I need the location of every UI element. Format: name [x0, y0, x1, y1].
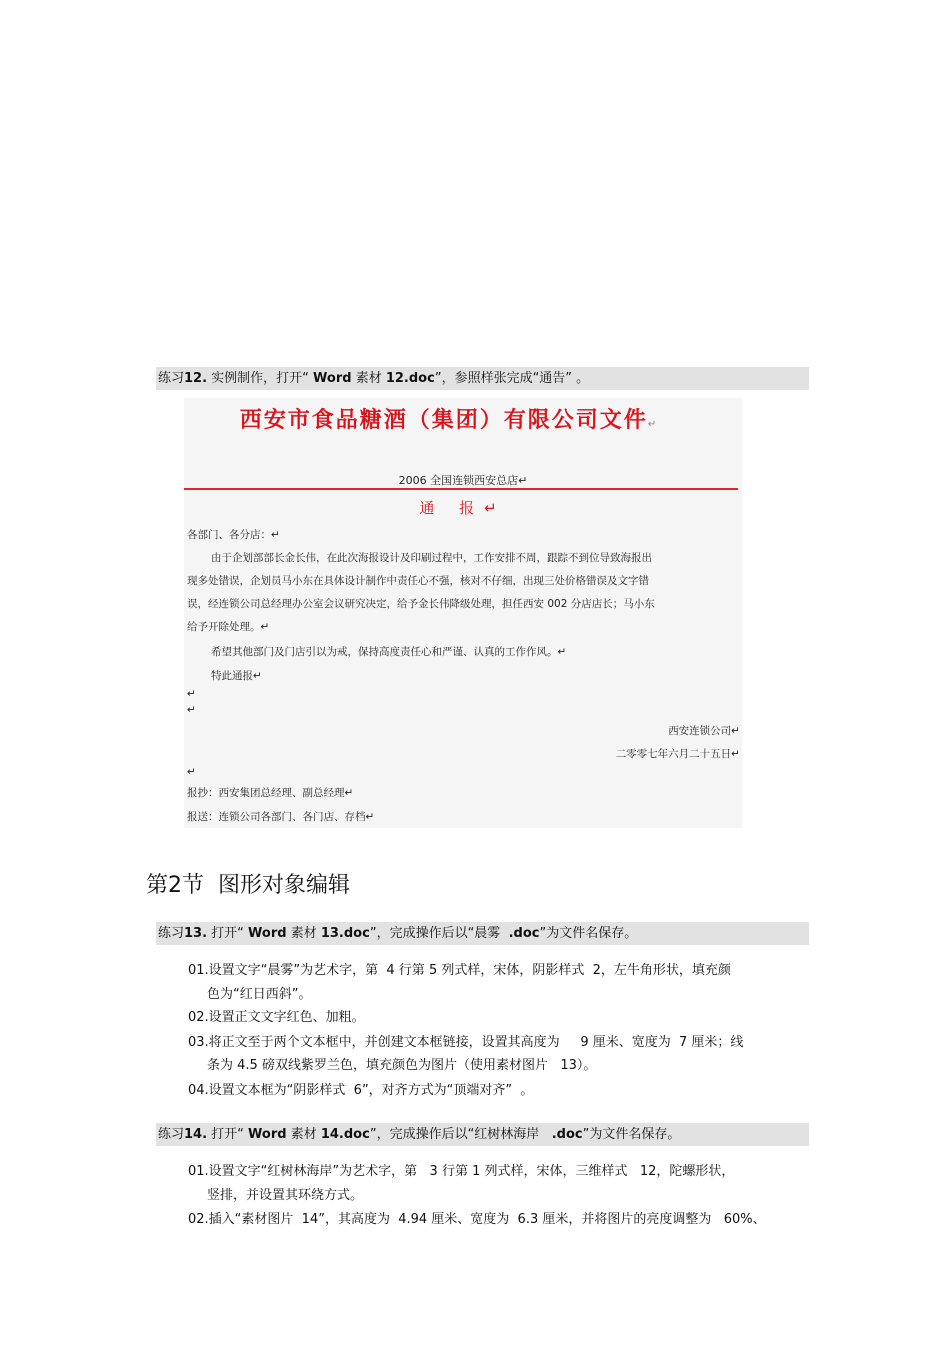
blank-paragraph-mark: ↵	[187, 766, 196, 778]
exercise-ext: .doc	[551, 1127, 583, 1142]
exercise-text: ”，完成操作后以“红树林海岸	[369, 1127, 552, 1142]
red-divider-line	[184, 488, 738, 490]
step-line: 03.将正文至于两个文本框中，并创建文本框链接，设置其高度为 9 厘米、宽度为 7 厘米；线	[188, 1035, 744, 1050]
paragraph-mark: ↵	[647, 419, 659, 430]
exercise-file: 14.doc	[320, 1127, 370, 1142]
exercise-number: 13.	[184, 926, 208, 941]
exercise-number: 12.	[184, 371, 208, 386]
exercise-text: 素材	[351, 371, 386, 386]
notice-cc-line: 报抄：西安集团总经理、副总经理↵	[187, 787, 354, 799]
notice-body-line: 误，经连锁公司总经理办公室会议研究决定，给予金长伟降级处理，担任西安 002 分店店长；马小东	[187, 598, 655, 610]
notice-body-line: 现多处错误，企划员马小东在具体设计制作中责任心不强，核对不仔细，出现三处价格错误及文字错	[187, 575, 649, 587]
exercise-text: 素材	[286, 926, 321, 941]
notice-sign-date: 二零零七年六月二十五日↵	[615, 748, 740, 760]
notice-body-line: 给予开除处理。↵	[187, 621, 270, 633]
exercise-prefix: 练习	[158, 926, 185, 941]
exercise-text: 打开“	[207, 1127, 249, 1142]
step-line: 02.设置正文文字红色、加粗。	[188, 1010, 365, 1025]
exercise-prefix: 练习	[158, 371, 185, 386]
exercise-word: Word	[313, 371, 352, 386]
exercise-text: 实例制作，打开“	[207, 371, 314, 386]
exercise-13-heading	[156, 922, 809, 945]
notice-heading: 通 报↵	[419, 499, 507, 517]
notice-title-text: 西安市食品糖酒（集团）有限公司文件	[239, 408, 648, 433]
step-line: 01.设置文字“红树林海岸”为艺术字，第 3 行第 1 列式样，宋体，三维样式 12，陀螺形状，	[188, 1164, 735, 1179]
exercise-12-heading	[156, 367, 809, 390]
step-line: 04.设置文本框为“阴影样式 6”，对齐方式为“顶端对齐” 。	[188, 1083, 534, 1098]
step-line: 竖排，并设置其环绕方式。	[207, 1188, 364, 1203]
exercise-number: 14.	[184, 1127, 208, 1142]
section-title: 第2节 图形对象编辑	[146, 873, 350, 898]
exercise-word: Word	[248, 1127, 287, 1142]
notice-hope-line: 希望其他部门及门店引以为戒，保持高度责任心和严谨、认真的工作作风。↵	[211, 646, 567, 658]
exercise-text: ”，参照样张完成“通告” 。	[434, 371, 590, 386]
exercise-file: 13.doc	[320, 926, 370, 941]
step-line: 色为“红日西斜”。	[207, 987, 312, 1002]
blank-paragraph-mark: ↵	[187, 688, 196, 700]
exercise-ext: .doc	[508, 926, 540, 941]
notice-sign-company: 西安连锁公司↵	[668, 725, 740, 737]
exercise-text: 素材	[286, 1127, 321, 1142]
notice-body-line: 由于企划部部长金长伟，在此次海报设计及印刷过程中，工作安排不周，跟踪不到位导致海报出	[211, 552, 652, 564]
exercise-text: ”，完成操作后以“晨雾	[369, 926, 509, 941]
notice-special-line: 特此通报↵	[211, 670, 262, 682]
exercise-text: 打开“	[207, 926, 249, 941]
exercise-file: 12.doc	[385, 371, 435, 386]
step-line: 02.插入“素材图片 14”，其高度为 4.94 厘米、宽度为 6.3 厘米，并将图片的亮度调整为 60%、	[188, 1212, 766, 1227]
notice-sample-image	[184, 398, 742, 828]
notice-salutation: 各部门、各分店：↵	[187, 529, 280, 541]
exercise-word: Word	[248, 926, 287, 941]
step-line: 条为 4.5 磅双线紫罗兰色，填充颜色为图片（使用素材图片 13）。	[207, 1058, 597, 1073]
exercise-14-heading	[156, 1123, 809, 1146]
notice-title	[184, 403, 714, 434]
exercise-text: ”为文件名保存。	[582, 1127, 681, 1142]
notice-subtitle: 2006 全国连锁西安总店↵	[398, 474, 528, 487]
exercise-text: ”为文件名保存。	[539, 926, 638, 941]
blank-paragraph-mark: ↵	[187, 704, 196, 716]
step-line: 01.设置文字“晨雾”为艺术字，第 4 行第 5 列式样，宋体，阴影样式 2，左牛角形状，填充颜	[188, 963, 731, 978]
exercise-prefix: 练习	[158, 1127, 185, 1142]
notice-send-line: 报送：连锁公司各部门、各门店、存档↵	[187, 811, 375, 823]
